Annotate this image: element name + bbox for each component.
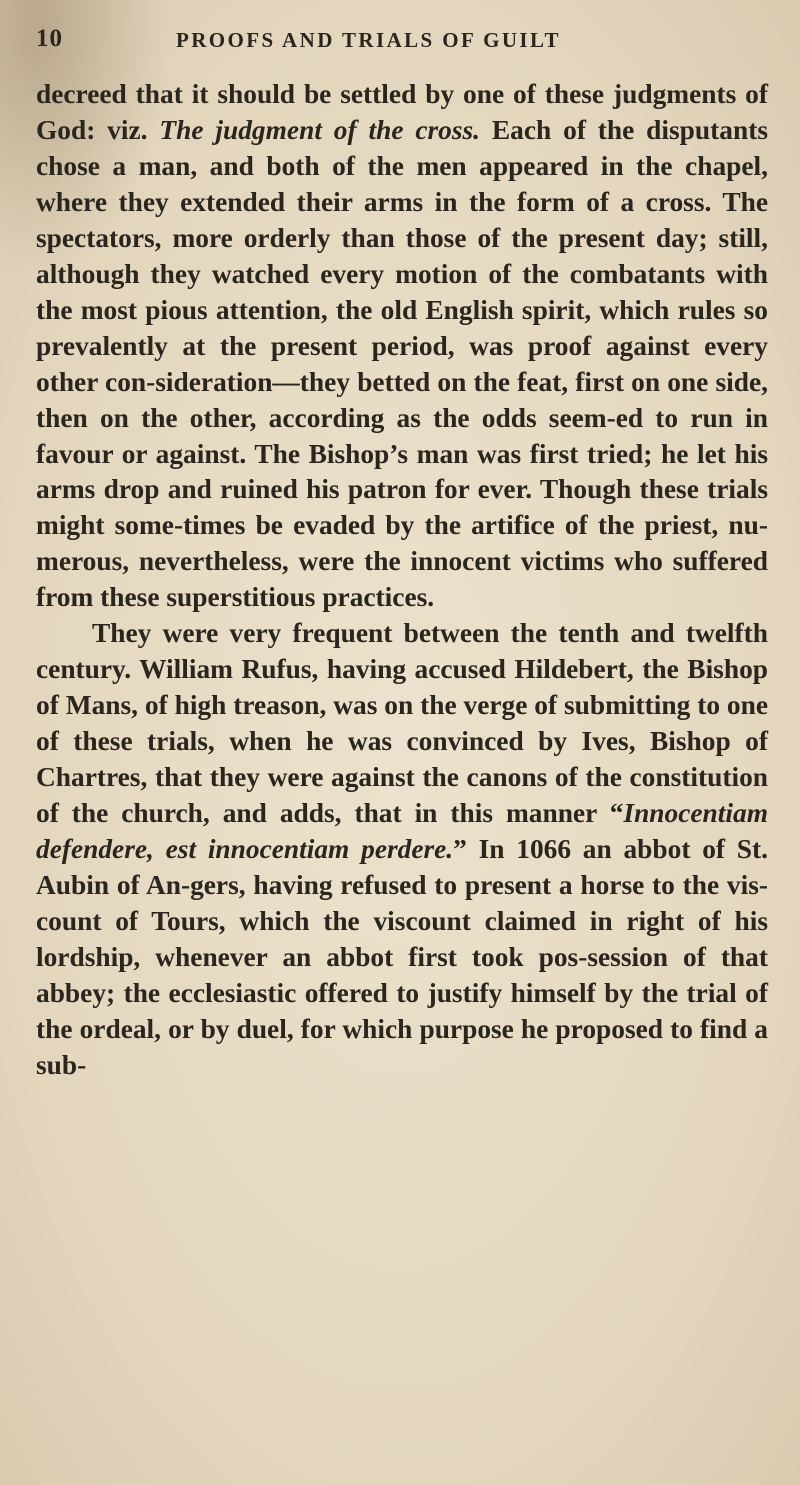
paragraph-1-run-1: decreed that it should be settled by one of these judgments of God: viz.: [36, 79, 768, 145]
paragraph-2: [36, 616, 768, 1083]
page-number: 10: [36, 25, 63, 52]
paragraph-1-run-2-italic: The judgment of the cross.: [159, 114, 481, 145]
paragraph-2-run-2-italic: Innocentiam defendere, est innocentiam perdere.: [36, 798, 768, 865]
paragraph-1-run-3: Each of the disputants chose a man, and both of the men appeared in the chapel, where they extended their arms in the form of a cross. The spectators, more orderly than those of the present day; still, although they watched every motion of the combatants with the most pious attention, the old English spirit, which rules so prevalently at the present period, was proof against every other con-sideration—they betted on the feat, first on one side, then on the other, according as the odds seem-ed to run in favour or against. The Bishop’s man was first tried; he let his arms drop and ruined his patron for ever. Though these trials might some-times be evaded by the artifice of the priest, nu-merous, nevertheless, were the innocent victims who suffered from these superstitious practices.: [36, 114, 768, 613]
body-text: [36, 77, 768, 1084]
paragraph-2-run-3: ” In 1066 an abbot of St. Aubin of An-gers, having refused to present a horse to the vis-count of Tours, which the viscount claimed in right of his lordship, whenever an abbot first took pos-session of that abbey; the ecclesiastic offered to justify himself by the trial of the ordeal, or by duel, for which purpose he proposed to find a sub-: [36, 834, 768, 1080]
running-head: PROOFS AND TRIALS OF GUILT: [176, 28, 561, 52]
page-header: [36, 25, 776, 65]
paragraph-2-run-1: They were very frequent between the tenth and twelfth century. William Rufus, having accused Hildebert, the Bishop of Mans, of high treason, was on the verge of submitting to one of these trials, when he was convinced by Ives, Bishop of Chartres, that they were against the canons of the constitution of the church, and adds, that in this manner “: [36, 618, 768, 829]
paragraph-1: [36, 77, 768, 616]
